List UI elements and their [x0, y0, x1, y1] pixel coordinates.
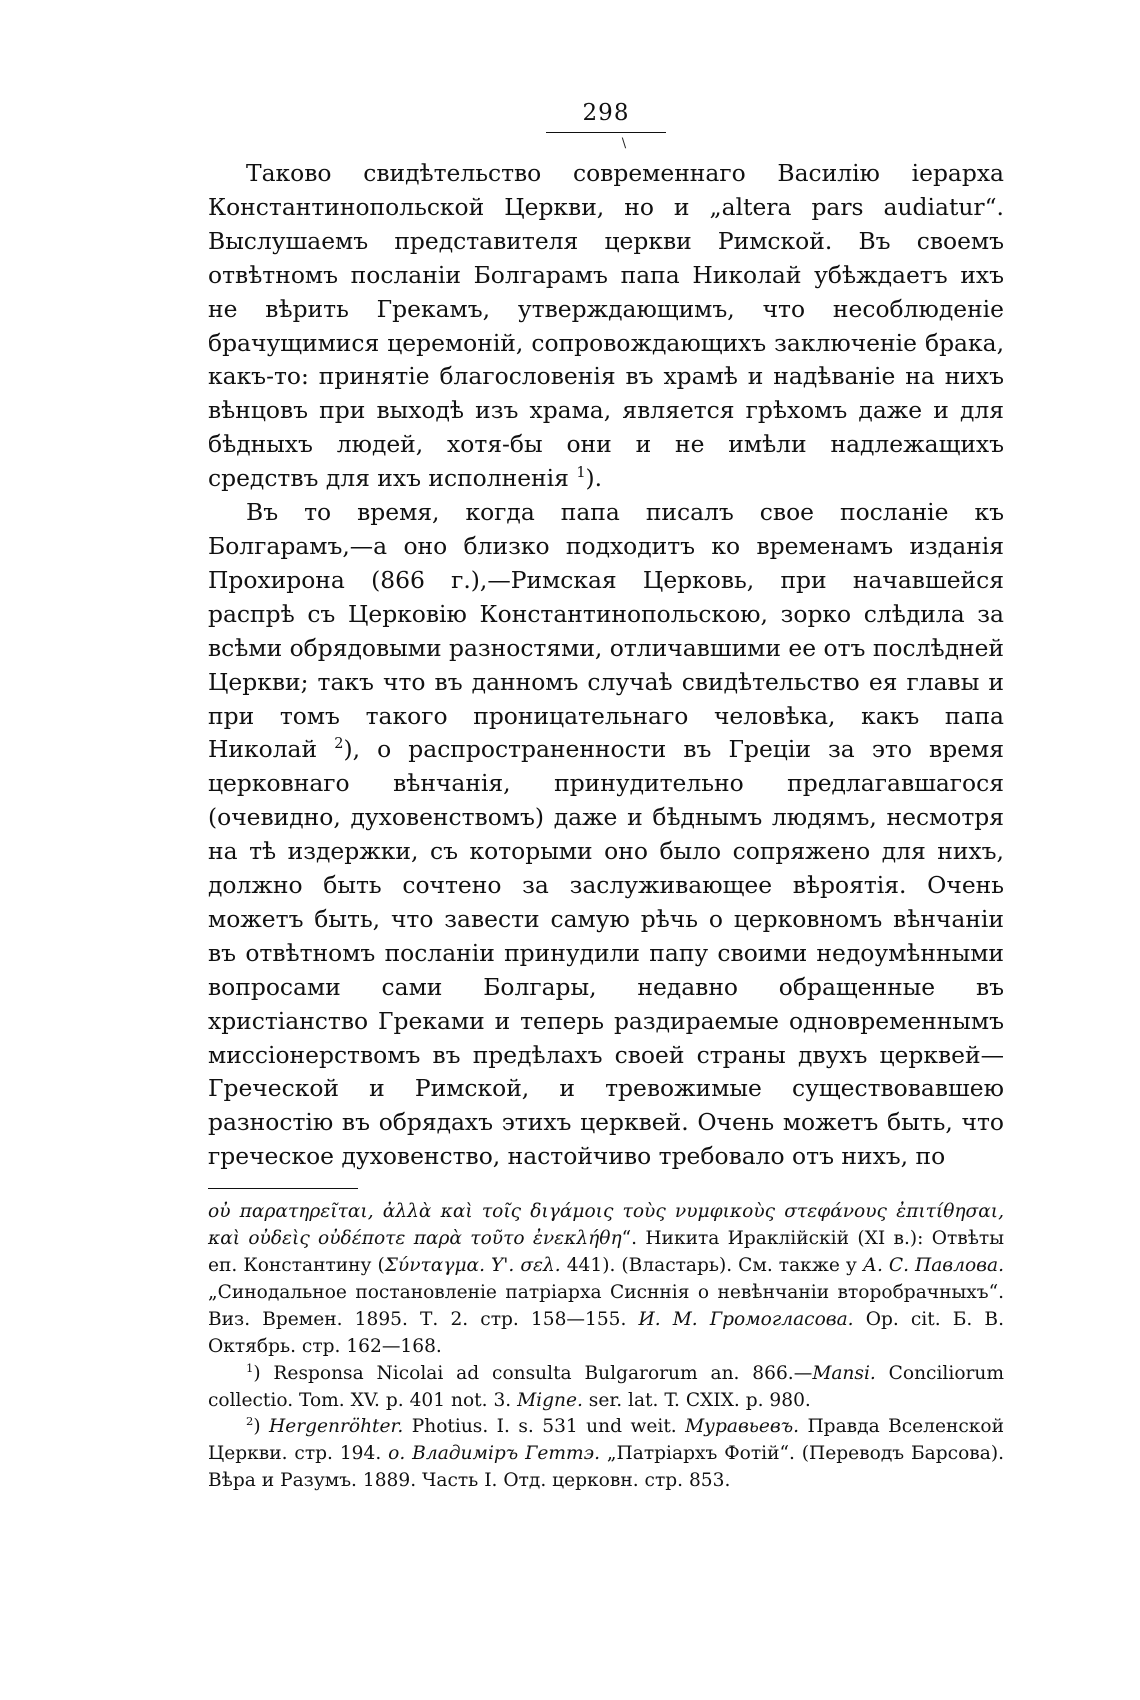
text-run: “. Никита Ираклійскій (XI в.): Отвѣты еп. Константину (: [208, 1228, 1004, 1276]
italic-text: Migne.: [517, 1389, 583, 1411]
footnote-marker: 1: [576, 465, 586, 482]
text-run: 441). (Властарь). См. также у: [560, 1255, 863, 1276]
text-run: ) Responsa Nicolai ad consulta Bulgarorum an. 866.—: [253, 1362, 813, 1384]
footnote-marker: 2: [334, 736, 344, 753]
footnote: [208, 1199, 1004, 1360]
italic-text: Муравьевъ.: [685, 1416, 800, 1438]
text-run: ser. lat. T. CXIX. p. 980.: [582, 1389, 811, 1411]
text-run: „Патріархъ Фотій“. (Переводъ Барсова). Вѣра и Разумъ. 1889. Часть I. Отд. церковн. стр. 853.: [208, 1443, 1004, 1492]
footnote-marker: 1: [246, 1360, 254, 1375]
italic-text: А. С. Павлова.: [862, 1255, 1004, 1276]
text-run: Въ то время, когда папа писалъ свое посланіе къ Болгарамъ,—а оно близко подходитъ ко временамъ изданія Прохирона (866 г.),—Римская Церковь, при начавшейся распрѣ съ Церковію Константинопольскою, зорко слѣдила за всѣми обрядовыми разностями, отличавшими ее отъ послѣдней Церкви; такъ что въ данномъ случаѣ свидѣтельство ея главы и при томъ такого проницательнаго человѣка, какъ папа Николай: [208, 498, 1005, 764]
text-run: ): [253, 1416, 270, 1438]
footnote: [208, 1414, 1004, 1495]
text-run: Photius. I. s. 531 und weit.: [403, 1416, 686, 1438]
italic-text: Σύνταγμα. Υ'. σελ.: [384, 1255, 561, 1276]
text-run: „Синодальное постановленіе патріарха Сисннія о невѣнчаніи второбрачныхъ“. Виз. Времен. 1895. Т. 2. стр. 158—155.: [208, 1281, 1004, 1330]
text-run: Правда Вселенской Церкви. стр. 194.: [208, 1416, 1005, 1465]
italic-text: о. Владиміръ Геттэ.: [388, 1443, 601, 1465]
text-run: Op. cit. Б. В. Октябрь. стр. 162—168.: [208, 1308, 1004, 1357]
body-paragraph: [208, 157, 1004, 496]
text-run: Conciliorum collectio. Tom. XV. p. 401 not. 3.: [208, 1362, 1005, 1411]
body-paragraph: [208, 496, 1004, 1174]
text-run: ), о распространенности въ Греціи за это время церковнаго вѣнчанія, принудительно предлагавшагося (очевидно, духовенствомъ) даже и бѣднымъ людямъ, несмотря на тѣ издержки, съ которыми оно было сопряжено для нихъ, должно быть сочтено за заслуживающее вѣроятія. Очень можетъ быть, что завести самую рѣчь о церковномъ вѣнчаніи въ отвѣтномъ посланіи принудили папу своими недоумѣнными вопросами сами Болгары, недавно обращенные въ христіанство Греками и теперь раздираемые одновременнымъ миссіонерствомъ въ предѣлахъ своей страны двухъ церквей—Греческой и Римской, и тревожимые существовавшею разностію въ обрядахъ этихъ церквей. Очень можетъ быть, что греческое духовенство, настойчиво требовало отъ нихъ, по: [208, 735, 1004, 1171]
italic-text: И. М. Громогласова.: [638, 1308, 854, 1330]
page-number: 298: [582, 100, 630, 126]
footnotes: [208, 1199, 1004, 1495]
page-number-rule: [546, 132, 666, 133]
italic-text: οὐ παρατηρεῖται, ἀλλὰ καὶ τοῖς διγάμοις τοὺς νυμφικοὺς στεφάνους ἐπιτίθησαι, καὶ οὐδεὶς οὐδέποτε παρὰ τοῦτο ἐνεκλήθη: [208, 1201, 1004, 1250]
main-text: [208, 157, 1004, 1174]
text-run: ).: [585, 464, 603, 493]
footnote-marker: 2: [246, 1414, 254, 1429]
italic-text: Hergenröhter.: [269, 1416, 404, 1438]
footnote-rule: [208, 1188, 358, 1189]
italic-text: Mansi.: [812, 1362, 876, 1384]
margin-tick-mark: \: [621, 136, 627, 151]
document-page: [208, 100, 1004, 1495]
footnote: [208, 1361, 1004, 1415]
text-run: Таково свидѣтельство современнаго Василію іерарха Константинопольской Церкви, но и „altera pars audiatur“. Выслушаемъ представителя церкви Римской. Въ своемъ отвѣтномъ посланіи Болгарамъ папа Николай убѣждаетъ ихъ не вѣрить Грекамъ, утверждающимъ, что несоблюденіе брачущимися церемоній, сопровождающихъ заключеніе брака, какъ-то: принятіе благословенія въ храмѣ и надѣваніе на нихъ вѣнцовъ при выходѣ изъ храма, является грѣхомъ даже и для бѣдныхъ людей, хотя-бы они и не имѣли надлежащихъ средствъ для ихъ исполненія: [208, 159, 1004, 493]
